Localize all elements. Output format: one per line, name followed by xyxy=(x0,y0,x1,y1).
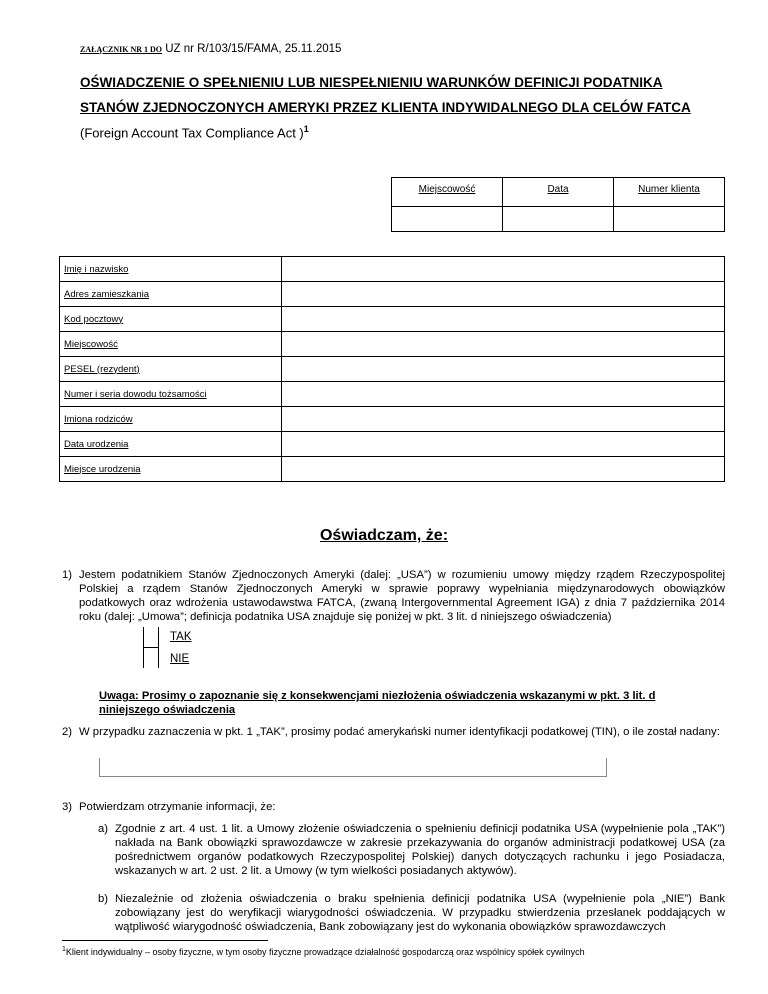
header-date-label: Data xyxy=(503,178,614,207)
title-line-2: STANÓW ZJEDNOCZONYCH AMERYKI PRZEZ KLIENTA INDYWIDALNEGO DLA CELÓW FATCA xyxy=(80,100,691,115)
full-name-input[interactable] xyxy=(282,257,725,282)
checkbox-no[interactable] xyxy=(143,647,159,668)
city-input[interactable] xyxy=(282,332,725,357)
table-row xyxy=(60,432,725,457)
table-row xyxy=(60,382,725,407)
birth-date-input[interactable] xyxy=(282,432,725,457)
pesel-input[interactable] xyxy=(282,357,725,382)
header-client-number-label: Numer klienta xyxy=(614,178,725,207)
subtitle xyxy=(80,124,309,140)
address-input[interactable] xyxy=(282,282,725,307)
point-1-text: Jestem podatnikiem Stanów Zjednoczonych Ameryki (dalej: „USA”) w rozumieniu umowy między rządem Rzeczypospolitej Polskiej a rządem Stanów Zjednoczonych Ameryki w sprawie poprawy wypełniania międzynarodowych obowiązków podatkowych oraz wdrożenia ustawodawstwa FATCA, (zwaną Intergovernmental Agreement IGA) z dnia 7 października 2014 roku (dalej: „Umowa”; definicja podatnika USA znajduje się poniżej w pkt. 3 lit. d niniejszego oświadczenia) xyxy=(79,569,725,623)
option-yes-label: TAK xyxy=(170,631,192,643)
parents-names-input[interactable] xyxy=(282,407,725,432)
item-a-text: Zgodnie z art. 4 ust. 1 lit. a Umowy złożenie oświadczenia o spełnieniu definicji podatnika USA (wypełnienie pola „TAK”) nakłada na Bank obowiązki sprawozdawcze w zakresie przekazywania do organów administracji podatkowej USA (za pośrednictwem organów podatkowych Rzeczypospolitej Polskiej) danych dotyczących rachunku i jego Posiadacza, wskazanych w art. 2 ust. 2 lit. a Umowy (w tym wielkości posiadanych aktywów). xyxy=(115,823,725,877)
item-b-text: Niezależnie od złożenia oświadczenia o braku spełnienia definicji podatnika USA (wypełnienie pola „NIE”) Bank zobowiązany jest do weryfikacji wiarygodności oświadczenia. W przypadku stwierdzenia przesłanek poddających w wątpliwość wiarygodność oświadczenia, Bank zobowiązany jest do wykonania obowiązków sprawozdawczych xyxy=(115,893,725,933)
footnote-text: Klient indywidualny – osoby fizyczne, w tym osoby fizyczne prowadzące działalność gospodarczą oraz wspólnicy spółek cywilnych xyxy=(65,947,585,957)
field-label: Adres zamieszkania xyxy=(60,282,282,307)
field-label: PESEL (rezydent) xyxy=(60,357,282,382)
item-b-letter: b) xyxy=(98,893,109,905)
table-row xyxy=(60,357,725,382)
personal-data-table xyxy=(59,256,725,482)
footnote-mark: 1 xyxy=(303,124,309,134)
footnote xyxy=(62,946,585,957)
table-row xyxy=(60,332,725,357)
reference-lead: ZAŁĄCZNIK NR 1 DO xyxy=(80,45,163,54)
field-label: Imię i nazwisko xyxy=(60,257,282,282)
table-row xyxy=(60,282,725,307)
declaration-heading: Oświadczam, że: xyxy=(319,527,449,544)
date-input[interactable] xyxy=(503,207,614,232)
warning-note: Uwaga: Prosimy o zapoznanie się z konsekwencjami niezłożenia oświadczenia wskazanymi w pkt. 3 lit. d niniejszego oświadczenia xyxy=(99,690,656,716)
point-1-number: 1) xyxy=(62,569,73,581)
footnote-divider xyxy=(62,940,268,941)
table-row xyxy=(60,257,725,282)
field-label: Miejsce urodzenia xyxy=(60,457,282,482)
table-row xyxy=(60,307,725,332)
client-number-input[interactable] xyxy=(614,207,725,232)
place-input[interactable] xyxy=(392,207,503,232)
reference-number: UZ nr R/103/15/FAMA, 25.11.2015 xyxy=(162,43,342,55)
subtitle-text: (Foreign Account Tax Compliance Act ) xyxy=(80,125,304,141)
point-2-text: W przypadku zaznaczenia w pkt. 1 „TAK”, prosimy podać amerykański numer identyfikacji podatkowej (TIN), o ile został nadany: xyxy=(79,726,720,738)
field-label: Data urodzenia xyxy=(60,432,282,457)
id-document-input[interactable] xyxy=(282,382,725,407)
option-no-label: NIE xyxy=(170,653,190,665)
field-label: Numer i seria dowodu tożsamości xyxy=(60,382,282,407)
point-3-text: Potwierdzam otrzymanie informacji, że: xyxy=(79,801,276,813)
field-label: Imiona rodziców xyxy=(60,407,282,432)
title-line-1: OŚWIADCZENIE O SPEŁNIENIU LUB NIESPEŁNIENIU WARUNKÓW DEFINICJI PODATNIKA xyxy=(80,75,663,90)
table-row xyxy=(60,457,725,482)
field-label: Kod pocztowy xyxy=(60,307,282,332)
document-reference xyxy=(80,43,341,55)
birth-place-input[interactable] xyxy=(282,457,725,482)
header-place-label: Miejscowość xyxy=(392,178,503,207)
table-row xyxy=(60,407,725,432)
header-table xyxy=(391,177,725,232)
point-3-number: 3) xyxy=(62,801,73,813)
postal-code-input[interactable] xyxy=(282,307,725,332)
tin-input[interactable] xyxy=(99,758,607,777)
checkbox-yes[interactable] xyxy=(143,627,159,647)
field-label: Miejscowość xyxy=(60,332,282,357)
footnote-number: 1 xyxy=(62,946,66,953)
item-a-letter: a) xyxy=(98,823,109,835)
point-2-number: 2) xyxy=(62,726,73,738)
